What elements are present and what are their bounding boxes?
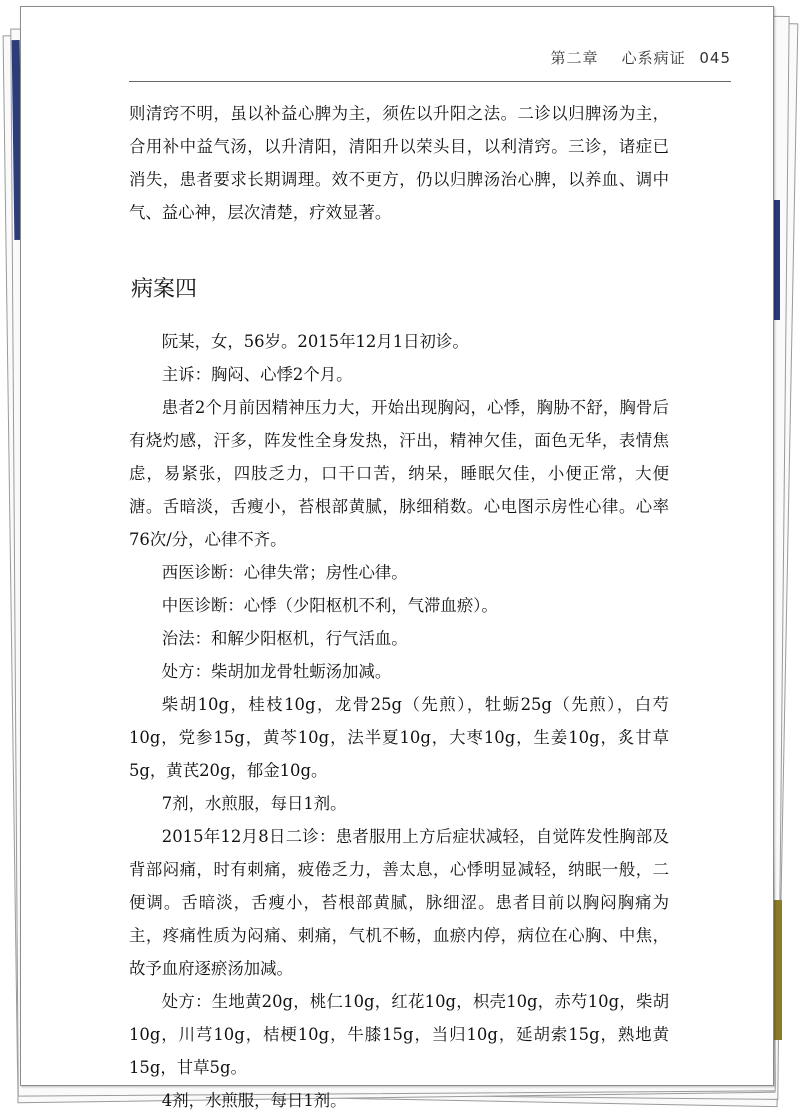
intro-paragraph: 则清窍不明，虽以补益心脾为主，须佐以升阳之法。二诊以归脾汤为主，合用补中益气汤，以升清阳，清阳升以荣头目，以利清窍。三诊，诸症已消失，患者要求长期调理。效不更方，仍以归脾汤治心脾，以养血、调中气、益心神，层次清楚，疗效显著。 bbox=[129, 104, 669, 222]
patient-info: 阮某，女，56岁。2015年12月1日初诊。 bbox=[161, 332, 469, 351]
book-page bbox=[20, 6, 774, 1110]
chapter-label: 第二章 bbox=[550, 49, 599, 67]
history-paragraph: 患者2个月前因精神压力大，开始出现胸闷，心悸，胸胁不舒，胸骨后有烧灼感，汗多，阵发性全身发热，汗出，精神欠佳，面色无华，表情焦虑，易紧张，四肢乏力，口干口苦，纳呆，睡眠欠佳，小便正常，大便溏。舌暗淡，舌瘦小，苔根部黄腻，脉细稍数。心电图示房性心律。心率76次/分，心律不齐。 bbox=[129, 398, 669, 549]
book-spine-edge bbox=[773, 900, 782, 1040]
header-rule bbox=[129, 81, 731, 82]
running-header bbox=[550, 47, 731, 68]
section-label: 心系病证 bbox=[621, 49, 686, 67]
tcm-diagnosis: 中医诊断：心悸（少阳枢机不利，气滞血瘀）。 bbox=[161, 596, 498, 615]
second-prescription: 处方：生地黄20g，桃仁10g，红花10g，枳壳10g，赤芍10g，柴胡10g，川芎10g，桔梗10g，牛膝15g，当归10g，延胡索15g，熟地黄15g，甘草5g。 bbox=[129, 992, 669, 1077]
page-body bbox=[129, 97, 669, 1117]
book-spine-edge bbox=[773, 200, 780, 320]
case-heading: 病案四 bbox=[131, 277, 198, 302]
dosage-instruction: 7剂，水煎服，每日1剂。 bbox=[161, 794, 347, 813]
page-number: 045 bbox=[699, 49, 731, 67]
prescription-herbs: 柴胡10g，桂枝10g，龙骨25g（先煎），牡蛎25g（先煎），白芍10g，党参15g，黄芩10g，法半夏10g，大枣10g，生姜10g，炙甘草5g，黄芪20g，郁金10g。 bbox=[129, 695, 669, 780]
second-visit: 2015年12月8日二诊：患者服用上方后症状减轻，自觉阵发性胸部及背部闷痛，时有刺痛，疲倦乏力，善太息，心悸明显减轻，纳眠一般，二便调。舌暗淡，舌瘦小，苔根部黄腻，脉细涩。患者目前以胸闷胸痛为主，疼痛性质为闷痛、刺痛，气机不畅，血瘀内停，病位在心胸、中焦，故予血府逐瘀汤加减。 bbox=[129, 827, 669, 978]
western-diagnosis: 西医诊断：心律失常；房性心律。 bbox=[161, 563, 408, 582]
second-dosage-instruction: 4剂，水煎服，每日1剂。 bbox=[161, 1091, 347, 1110]
prescription-name: 处方：柴胡加龙骨牡蛎汤加减。 bbox=[161, 662, 392, 681]
treatment-method: 治法：和解少阳枢机，行气活血。 bbox=[161, 629, 408, 648]
chief-complaint: 主诉：胸闷、心悸2个月。 bbox=[161, 365, 353, 384]
